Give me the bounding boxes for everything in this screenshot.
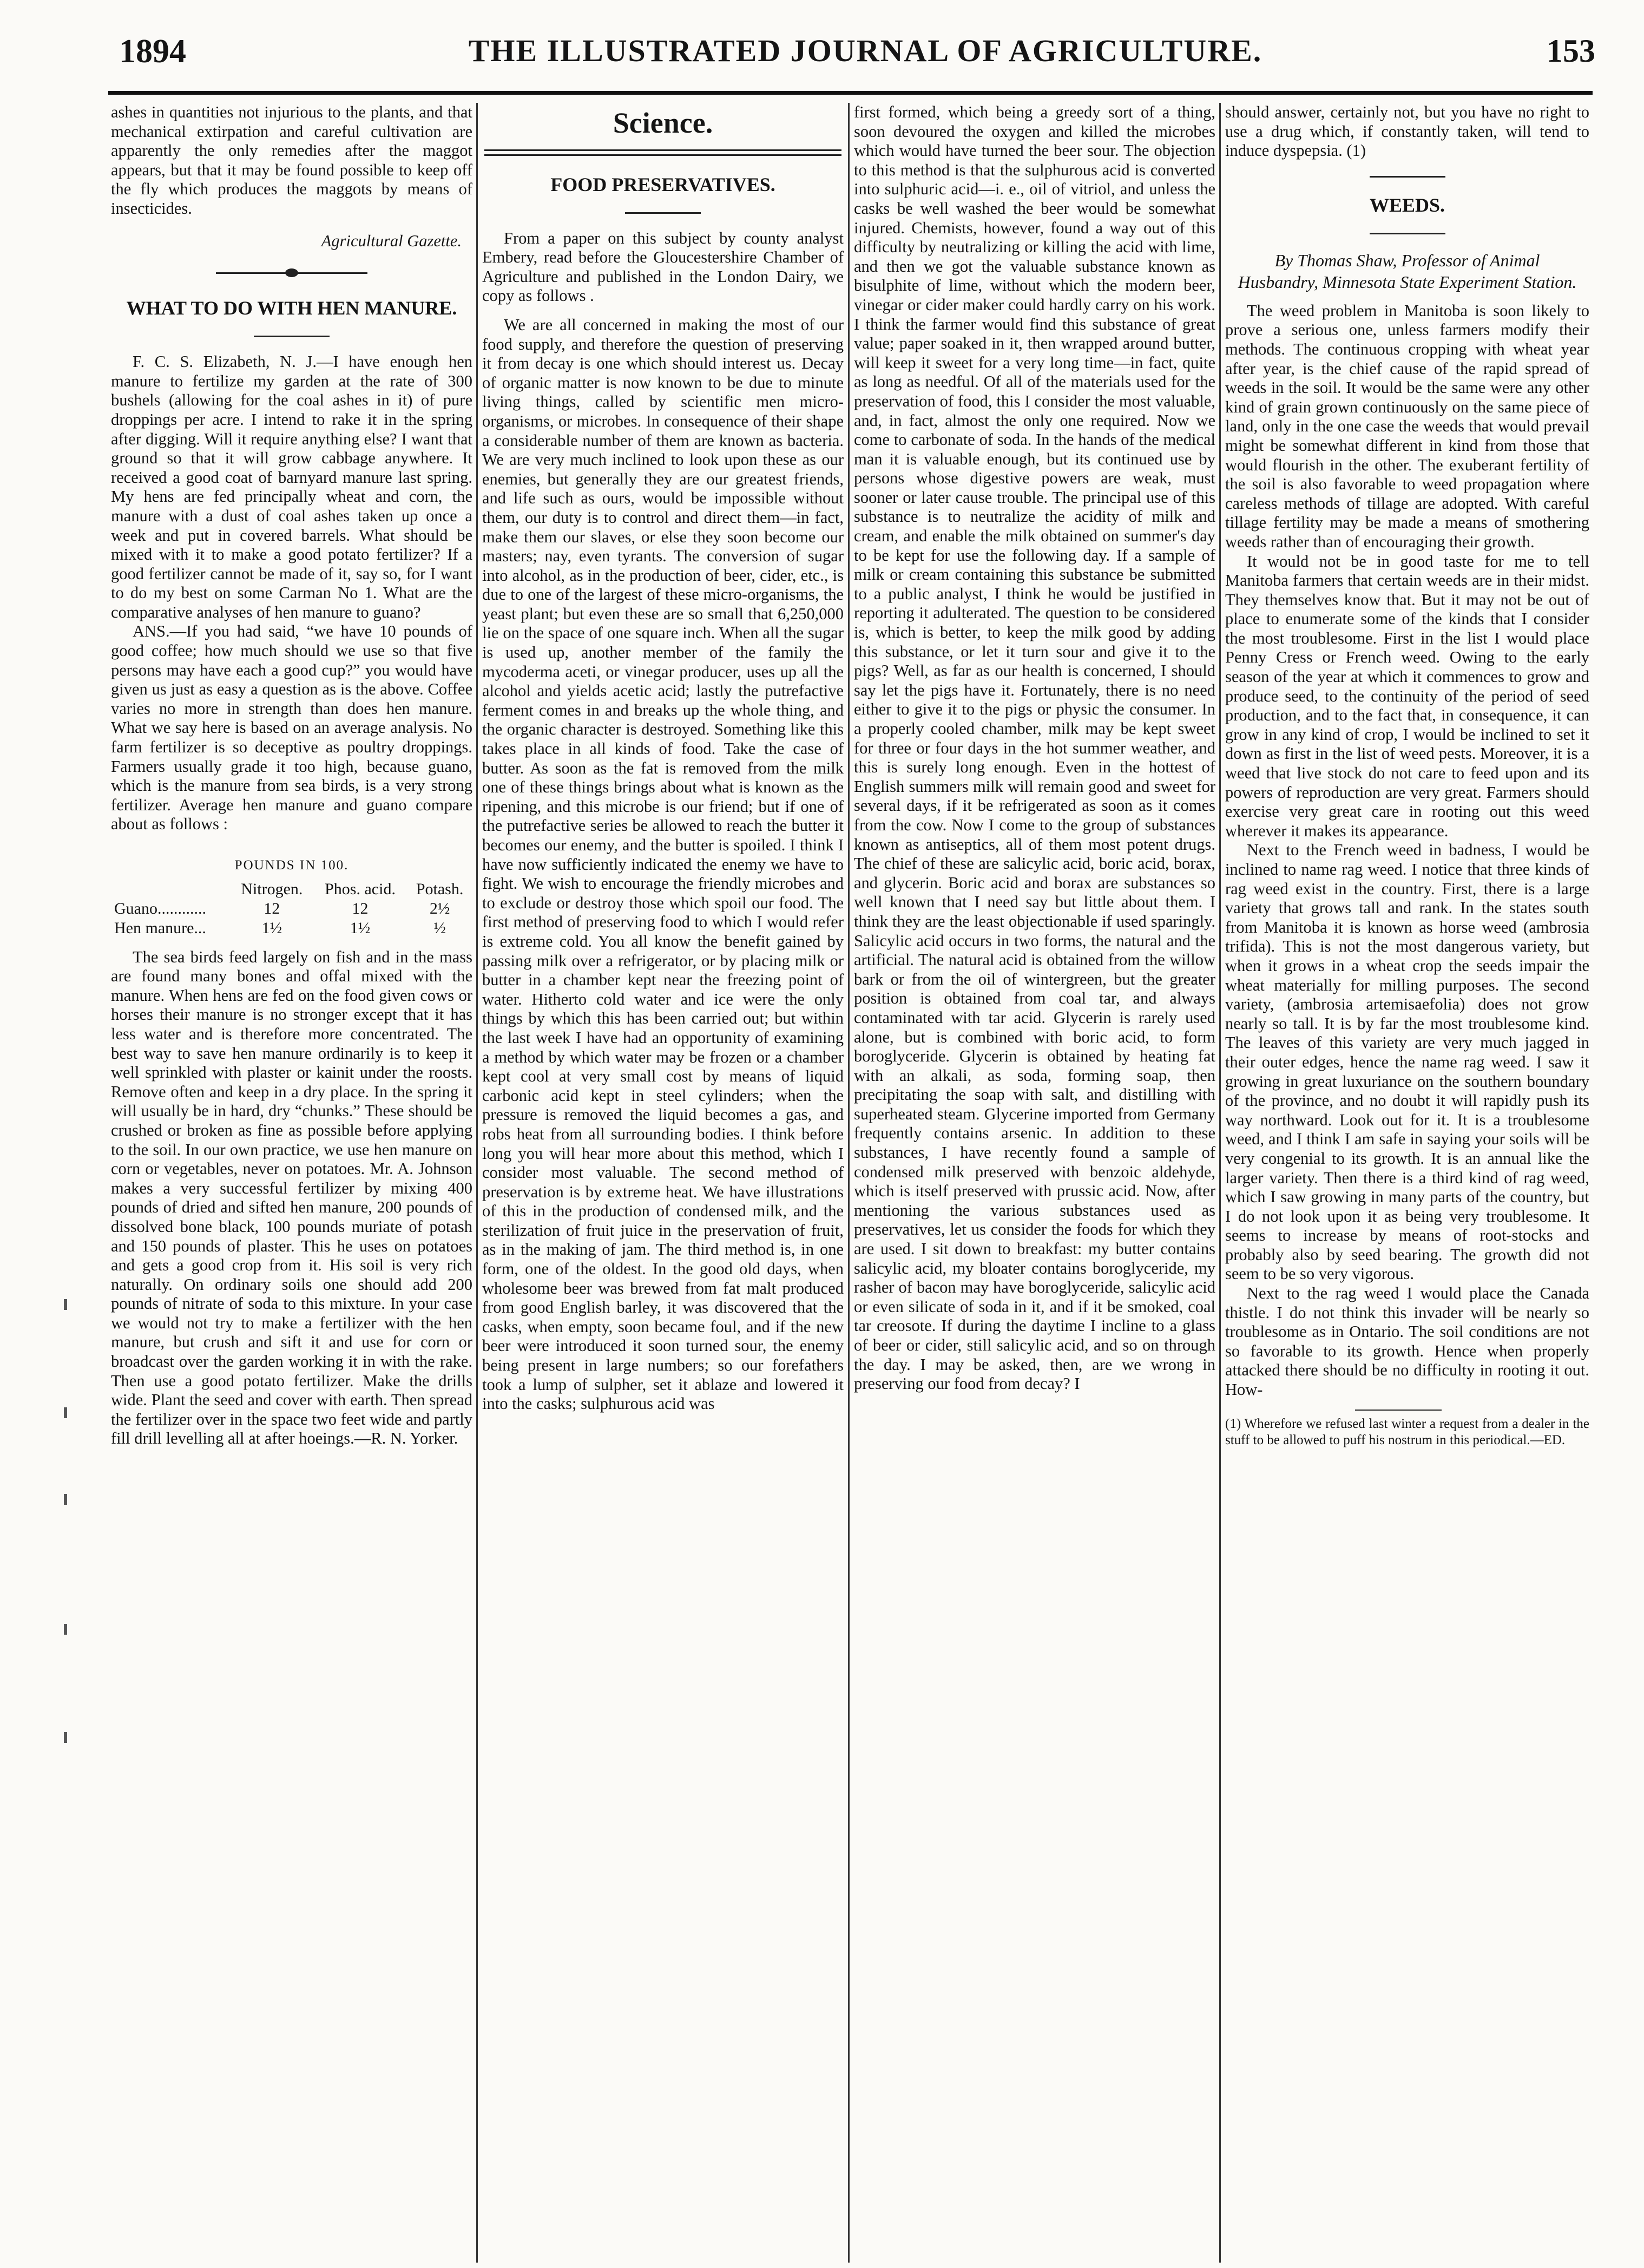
column-rule — [848, 103, 850, 2263]
table-cell: Guano............ — [114, 899, 206, 917]
paragraph: The sea birds feed largely on fish and in the mass are found many bones and offal mixed with the manure. When hens are fed on the food given cows or horses their manure is no stronger except that it has less water and is therefore more concentrated. The best way to save hen manure ordinarily is to keep it well sprinkled with plaster or kainit under the roosts. Remove often and keep in a dry place. In the spring it will usually be in hard, dry “chunks.” These should be crushed or broken as fine as possible before applying to the soil. In our own practice, we use hen manure on corn or vegetables, never on potatoes. Mr. A. Johnson makes a very successful fertilizer by mixing 400 pounds of dried and sifted hen manure, 200 pounds of dissolved bone black, 100 pounds muriate of potash and 150 pounds of plaster. This he uses on potatoes and gets a good crop from it. His soil is very rich naturally. On ordinary soils one should add 200 pounds of nitrate of soda to this mixture. In your case we would not try to make a fertilizer with the hen manure, but crush and sift it and use for corn or broadcast over the garden working it in with the rake. Then use a good potato fertilizer. Make the drills wide. Plant the seed and cover with earth. Then spread the fertilizer over in the space two feet wide and partly fill drill levelling all at after hoeings.—R. N. Yorker. — [111, 947, 472, 1448]
paragraph: first formed, which being a greedy sort of a thing, soon devoured the oxygen and killed the microbes which would have turned the beer sour. The objection to this method is that the sulphurous acid is converted into sulphuric acid—i. e., oil of vitriol, and unless the casks be well washed the beer would be somewhat injured. Chemists, however, found a way out of this difficulty by neutralizing or killing the acid with lime, and then we got the valuable substance known as bisulphite of lime, without which the modern beer, vinegar or cider maker could hardly carry on his work. I think the farmer would find this substance of great value; paper soaked in it, then wrapped around butter, will keep it sweet for a very long time—in fact, quite as long as needful. Of all of the materials used for the preservation of food, this I consider the most valuable, and, in fact, almost the only one required. Now we come to carbonate of soda. In the hands of the medical man it is valuable enough, but its continued use by persons whose digestive powers are weak, must sooner or later cause trouble. The principal use of this substance is to neutralize the acidity of milk and cream, and enable the milk obtained on summer's day to be kept for use the following day. If a sample of milk or cream containing this substance be submitted to a public analyst, I think he would be justified in reporting it adulterated. The question to be considered is, which is better, to keep the milk good by adding this substance, or let it turn sour and give it to the pigs? Well, as far as our health is concerned, I should say let the pigs have it. Fortunately, there is no need either to give it to the pigs or physic the consumer. In a properly cooled chamber, milk may be kept sweet for three or four days in the hot summer weather, and this is surely long enough. Even in the hottest of English summers milk will remain good and sweet for several days, if it be refrigerated as soon as it comes from the cow. Now I come to the group of substances known as antiseptics, all of them most potent drugs. The chief of these are salicylic acid, boric acid, borax, and glycerin. Boric acid and borax are substances so well known that I need say but little about them. I think they are the least objectionable if used sparingly. Salicylic acid occurs in two forms, the natural and the artificial. The natural acid is obtained from the willow bark or from the oil of wintergreen, but the greater position is obtained from coal tar, and always contaminated with tar acid. Glycerin is rarely used alone, but is combined with boric acid, to form boroglyceride. Glycerin is obtained by heating fat with an alkali, as soda, forming soap, then precipitating the soap with salt, and distilling with superheated steam. Glycerine imported from Germany frequently contains arsenic. In addition to these substances, I have recently found a sample of condensed milk preserved with benzoic aldehyde, which is itself preserved with prussic acid. Now, after mentioning the various substances used as preservatives, let us consider the foods for which they are used. I sit down to breakfast: my butter contains salicylic acid, my bloater contains boroglyceride, my rasher of bacon may have boroglyceride, salicylic acid or even silicate of soda in it, and if it be smoked, coal tar creosote. If during the daytime I incline to a glass of beer or cider, still salicylic acid, and so on through the day. I may be asked, then, are we wrong in preserving our food from decay? I — [854, 103, 1215, 1393]
paragraph: Next to the French weed in badness, I would be inclined to name rag weed. I notice that three kinds of rag weed exist in the country. First, there is a large variety that grows tall and rank. In the states south from Manitoba it is known as horse weed (ambrosia trifida). This is not the most dangerous variety, but when it grows in a wheat crop the seeds impair the wheat materially for milling purposes. The second variety, (ambrosia artemisaefolia) does not grow nearly so tall. It is by far the most troublesome kind. The leaves of this variety are very much jagged in their outer edges, hence the name rag weed. I saw it growing in great luxuriance on the southern boundary of the province, and no doubt it will rapidly push its way northward. Look out for it. It is a troublesome weed, and I think I am safe in saying your soils will be very congenial to its growth. It is an annual like the larger variety. Then there is a third kind of rag weed, which I saw growing in many parts of the country, but I do not look upon it as being very troublesome. It seems to increase by means of root-stocks and probably also by seed bearing. The growth did not seem to be so very vigorous. — [1225, 841, 1589, 1283]
paragraph: It would not be in good taste for me to tell Manitoba farmers that certain weeds are in their midst. They themselves know that. But it may not be out of place to enumerate some of the kinds that I consider the most troublesome. First in the list I would place Penny Cress or French weed. Owing to the early season of the year at which it commences to grow and produce seed, to the continuity of the period of seed production, and to the fact that, in consequence, it can grow in any kind of crop, I would be inclined to set it down as first in the list of weed pests. Moreover, it is a weed that live stock do not care to feed upon and its powers of reproduction are very great. Farmers should exercise very great care in rooting out this weed wherever it makes its appearance. — [1225, 552, 1589, 840]
paragraph: We are all concerned in making the most of our food supply, and therefore the question of preserving it from decay is one which should interest us. Decay of organic matter is now known to be due to minute living things, called by scientific men micro-organisms, or microbes. In consequence of their shape a considerable number of them are known as bacteria. We are very much inclined to look upon these as our enemies, but generally they are our greatest friends, and life such as ours, would be impossible without them, our duty is to control and direct them—in fact, make them our slaves, or else they soon become our masters; nay, even tyrants. The conversion of sugar into alcohol, as in the production of beer, cider, etc., is due to one of the largest of these micro-organisms, the yeast plant; but even these are so small that 6,250,000 lie on the space of one square inch. When all the sugar is used up, another member of the family the mycoderma aceti, or vinegar producer, uses up all the alcohol and yields acetic acid; lastly the putrefactive ferment comes in and breaks up the whole thing, and the organic character is destroyed. Something like this takes place in all kinds of food. Take the case of butter. As soon as the fat is removed from the milk one of these things brings about what is known as the ripening, and this microbe is our friend; but if one of the putrefactive series be allowed to reach the butter it becomes our enemy, and the butter is spoiled. I think I have now sufficiently indicated the enemy we have to fight. We wish to encourage the friendly microbes and to exclude or destroy those which spoil our food. The first method of preserving food to which I would refer is extreme cold. You all know the benefit gained by passing milk over a refrigerator, or by placing milk or butter in a chamber kept near the freezing point of water. Hitherto cold water and ice were the only things by which this has been carried out; but within the last week I have had an opportunity of examining a method by which water may be frozen or a chamber kept cool at very small cost by means of liquid carbonic acid kept in steel cylinders; when the pressure is removed the liquid becomes a gas, and robs heat from all surrounding bodies. I think before long you will hear more about this method, which I consider most valuable. The second method of preservation is by extreme heat. We have illustrations of this in the production of condensed milk, and the sterilization of fruit juice in the preservation of fruit, as in the making of jam. The third method is, in one form, one of the oldest. In the good old days, when wholesome beer was brewed from fat malt produced from good English barley, it was discovered that the casks, when empty, soon became foul, and if the new beer were introduced it soon turned sour, the enemy being present in large numbers; so our forefathers took a lump of sulpher, set it ablaze and lowered it into the casks; sulphurous acid was — [482, 315, 844, 1413]
source-credit: Agricultural Gazette. — [321, 231, 462, 250]
table-row — [111, 919, 472, 938]
title-rule — [625, 212, 701, 214]
table-cell: 12 — [264, 899, 280, 917]
table-cell: 1½ — [261, 919, 282, 937]
table-cell: 2½ — [429, 899, 450, 917]
column-rule — [1219, 103, 1221, 2263]
ornamental-rule — [216, 272, 367, 274]
byline: By Thomas Shaw, Professor of Animal Husbandry, Minnesota State Experiment Station. — [1238, 250, 1577, 292]
section-rule — [484, 149, 841, 156]
column-3 — [854, 103, 1215, 2263]
paragraph: The weed problem in Manitoba is soon likely to prove a serious one, unless farmers modify their methods. The continuous cropping with wheat year after year, is the chief cause of the rapid spread of weeds in the soil. It would be the same were any other kind of grain grown continuously on the same piece of land, only in the one case the weeds that would prevail might be somewhat different in kind from those that would flourish in the other. The exuberant fertility of the soil is also favorable to weed propagation where careless methods of tillage are adopted. With careful tillage fertility may be made a means of smothering weeds rather than of encouraging their growth. — [1225, 301, 1589, 551]
table-cell: 1½ — [350, 919, 371, 937]
footnote: (1) Wherefore we refused last winter a request from a dealer in the stuff to be allowed to puff his nostrum in this periodical.—ED. — [1225, 1416, 1589, 1447]
table-caption: POUNDS IN 100. — [234, 858, 349, 873]
paragraph: ANS.—If you had said, “we have 10 pounds of good coffee; how much should we use so that five persons may have each a good cup?” you would have given us just as easy a question as is the above. Coffee varies no more in strength than does hen manure. What we say here is based on an average analysis. No farm fertilizer is so deceptive as poultry droppings. Farmers usually grade it too high, because guano, which is the manure from sea birds, is a very strong fertilizer. Average hen manure and guano compare about as follows : — [111, 622, 472, 834]
table-header — [111, 880, 231, 899]
page-number: 153 — [1547, 33, 1595, 69]
title-rule — [1370, 233, 1445, 234]
table-cell: ½ — [433, 919, 446, 937]
intro-paragraph: From a paper on this subject by county analyst Embery, read before the Gloucestershire Chamber of Agriculture and published in the London Dairy, we copy as follows . — [482, 228, 844, 305]
title-rule — [254, 336, 330, 337]
paragraph: Next to the rag weed I would place the Canada thistle. I do not think this invader will be nearly so troublesome as in Ontario. The soil conditions are not so favorable to its growth. Hence when properly attacked there should be no difficulty in rooting it out. How- — [1225, 1284, 1589, 1399]
journal-title: THE ILLUSTRATED JOURNAL OF AGRICULTURE. — [468, 33, 1262, 68]
header-year: 1894 — [119, 33, 186, 70]
table-header: Phos. acid. — [325, 880, 396, 898]
analysis-table — [111, 880, 472, 938]
binding-margin — [0, 108, 81, 2165]
running-head — [87, 32, 1644, 87]
table-row — [111, 899, 472, 919]
paragraph: F. C. S. Elizabeth, N. J.—I have enough hen manure to fertilize my garden at the rate of 300 bushels (allowing for the coal ashes in it) of pure droppings per acre. I intend to rake it in the spring after digging. Will it require anything else? I want that ground so that it will grow cabbage anywhere. It received a good coat of barnyard manure last spring. My hens are fed principally wheat and corn, the manure with a dust of coal ashes taken up once a week and put in covered barrels. What should be mixed with it to make a good potato fertilizer? If a good fertilizer cannot be made of it, say so, for I want to do my best on some Carman No 1. What are the comparative analyses of hen manure to guano? — [111, 352, 472, 621]
header-rule — [108, 91, 1593, 95]
table-header: Nitrogen. — [241, 880, 303, 898]
paragraph: should answer, certainly not, but you have no right to use a drug which, if constantly taken, will tend to induce dyspepsia. (1) — [1225, 103, 1589, 160]
divider — [1370, 176, 1445, 178]
article-title: WHAT TO DO WITH HEN MANURE. — [126, 297, 457, 319]
article-title: WEEDS. — [1369, 194, 1445, 216]
table-header-row — [111, 880, 472, 899]
column-2 — [482, 103, 844, 2263]
column-1 — [111, 103, 472, 2263]
table-cell: Hen manure... — [114, 919, 206, 937]
table-cell: 12 — [352, 899, 369, 917]
table-header: Potash. — [416, 880, 464, 898]
section-heading: Science. — [613, 107, 713, 139]
paragraph: ashes in quantities not injurious to the plants, and that mechanical extirpation and careful cultivation are apparently the only remedies after the maggot appears, but that it may be found possible to keep off the fly which produces the maggots by means of insecticides. — [111, 103, 472, 218]
footnote-rule — [1355, 1410, 1442, 1411]
article-title: FOOD PRESERVATIVES. — [550, 173, 775, 195]
column-4 — [1225, 103, 1589, 2263]
column-rule — [476, 103, 478, 2263]
